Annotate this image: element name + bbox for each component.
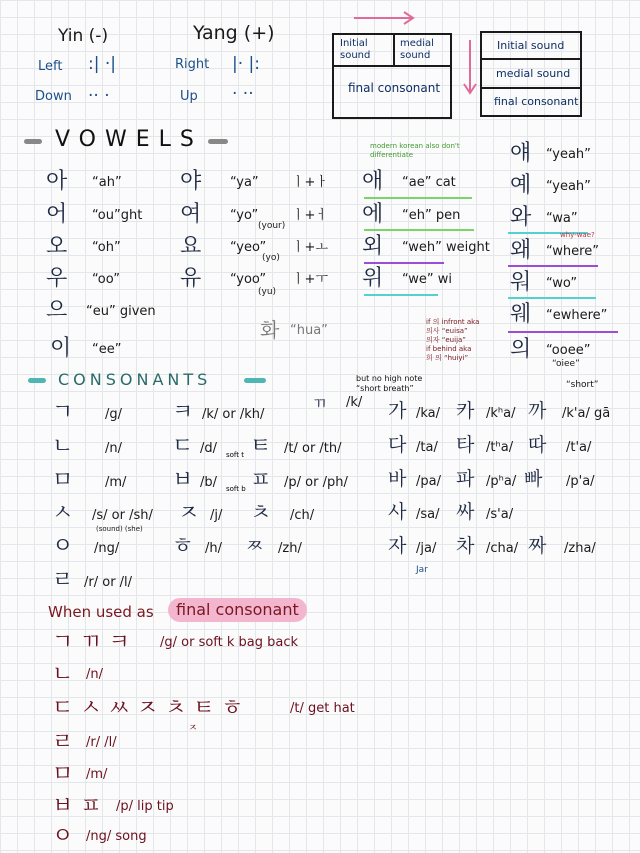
vowel-i-pron: “ee” [92, 342, 122, 357]
vowels-heading: VOWELS [55, 127, 203, 152]
cons-d: ㄷ [172, 434, 194, 459]
final-n-group: ㄴ [52, 662, 74, 687]
vowel-eu: 으 [46, 298, 68, 323]
cons-m: ㅁ [52, 468, 74, 493]
cons-k: ㅋ [172, 400, 194, 425]
final-l-pron: /r/ /l/ [86, 735, 117, 750]
red-note-1: 의사 “euisa” [426, 327, 468, 335]
vowel-ya-comp: ㅣ+ㅏ [292, 175, 329, 190]
vowel-ui-pron: “ooee” [546, 343, 591, 358]
vowel-yu-comp: ㅣ+ㅜ [292, 272, 329, 287]
high-note: but no high note “short breath” [356, 374, 423, 393]
cons-k-pron: /k/ or /kh/ [202, 407, 265, 422]
vowel-yae: 얘 [510, 141, 532, 166]
syl-kha-pron: /kʰa/ [486, 406, 516, 421]
yang-title: Yang (+) [193, 22, 275, 44]
vowel-eo-pron: “ou”ght [92, 208, 143, 223]
syl-ja-jar: Jar [416, 565, 428, 575]
vowel-yu-note: (yu) [258, 287, 277, 297]
syl-ppa-pron: /p'a/ [566, 474, 595, 489]
cons-jj-pron: /zh/ [278, 541, 302, 556]
cons-b-pron: /b/ [200, 475, 218, 490]
up-vowels: · ·· [232, 84, 254, 104]
vowel-e: 에 [362, 202, 384, 227]
vowel-we-pron: “ewhere” [546, 308, 608, 323]
vowel-oe-pron: “weh” weight [402, 240, 490, 255]
diagram-final: final consonant [348, 81, 441, 95]
cons-r-pron: /r/ or /l/ [84, 575, 133, 590]
cons-d-soft: soft t [226, 451, 244, 459]
final-title-prefix: When used as [48, 603, 154, 621]
cons-g-pron: /g/ [105, 407, 123, 422]
syl-sa-pron: /sa/ [416, 507, 440, 522]
cons-h-pron: /h/ [205, 541, 222, 556]
modern-korean-note: modern korean also don't differentiate [370, 142, 460, 159]
red-note-2: 의자 “euija” [426, 336, 466, 344]
vowel-yo-note: (yo) [262, 253, 280, 263]
syl-ka-pron: /ka/ [416, 406, 441, 421]
cons-ch: ㅊ [250, 501, 272, 526]
syl-ta: 다 [388, 434, 407, 456]
vowel-yu-pron: “yoo” [230, 272, 267, 287]
cons-s: ㅅ [52, 501, 74, 526]
cons-b: ㅂ [172, 468, 194, 493]
syl-tha-pron: /tʰa/ [486, 440, 514, 455]
final-k-group: ㄱ ㄲ ㅋ [52, 630, 130, 655]
cons-t-pron: /t/ or /th/ [284, 441, 342, 456]
cons-t: ㅌ [250, 434, 272, 459]
vowel-wo-pron: “wo” [546, 276, 578, 291]
final-ng-group: ㅇ [52, 824, 74, 849]
cons-s-pron: /s/ or /sh/ [92, 508, 153, 523]
red-note-4: 희 의 “huiyi” [426, 354, 469, 362]
syl-ja: 자 [388, 535, 407, 557]
syl-jja-pron: /zha/ [564, 541, 596, 556]
vowel-ae: 애 [362, 169, 384, 194]
syl-ja-pron: /ja/ [416, 541, 437, 556]
vowel-i: 이 [50, 336, 72, 361]
vowel-yae-pron: “yeah” [546, 147, 591, 162]
cons-ng-pron: /ng/ [94, 541, 120, 556]
diagram-medial: medial sound [400, 38, 434, 61]
vowel-o-pron: “oh” [92, 240, 121, 255]
cons-kk: ㄲ [312, 394, 328, 413]
down-label: Down [35, 89, 72, 104]
vowel-yu: 유 [180, 266, 202, 291]
syl-tta-pron: /t'a/ [566, 440, 592, 455]
vowel-ae-pron: “ae” cat [402, 175, 456, 190]
vowel-e-pron: “eh” pen [402, 208, 461, 223]
final-p-pron: /p/ lip tip [116, 799, 174, 814]
red-note-0: if 의 infront aka [426, 318, 480, 326]
diagram2-initial: Initial sound [497, 39, 565, 52]
up-label: Up [180, 89, 198, 104]
hwa-pron: “hua” [290, 323, 328, 338]
consonants-heading: CONSONANTS [58, 370, 212, 389]
final-t-group: ㄷ ㅅ ㅆ ㅈ ㅊ ㅌ ㅎ [52, 696, 243, 721]
vowel-ye-pron: “yeah” [546, 179, 591, 194]
vowel-eo: 어 [46, 202, 68, 227]
vowel-yeo-pron: “yo” [230, 208, 259, 223]
vowel-we: 웨 [510, 302, 532, 327]
vowel-u: 우 [46, 266, 68, 291]
vowel-yo: 요 [180, 234, 202, 259]
cons-jj: ㅉ [246, 536, 264, 557]
final-k-pron: /g/ or soft k bag back [160, 635, 299, 650]
cons-p: ㅍ [250, 468, 272, 493]
vowel-eu-pron: “eu” given [86, 304, 156, 319]
right-label: Right [175, 57, 210, 72]
left-label: Left [38, 59, 63, 74]
syl-ppa: 빠 [524, 468, 543, 490]
cons-b-soft: soft b [226, 485, 246, 493]
vowel-wa-pron: “wa” [546, 211, 578, 226]
vowel-yo-pron: “yeo” [230, 240, 267, 255]
syl-pha-pron: /pʰa/ [486, 474, 517, 489]
final-ng-pron: /ng/ song [86, 829, 147, 844]
left-vowels: :| ·| [88, 54, 116, 74]
syl-kha: 카 [456, 400, 475, 422]
syl-pa: 바 [388, 468, 407, 490]
down-arrow-icon [460, 38, 480, 98]
vowel-ui: 의 [510, 337, 532, 362]
vowel-ye: 예 [510, 173, 532, 198]
syl-jja: 짜 [528, 535, 547, 557]
syl-ssa: 싸 [456, 501, 475, 523]
vowel-ui-note: “oiee” [552, 359, 580, 369]
down-vowels: ·· · [88, 86, 110, 106]
cons-h: ㅎ [172, 534, 194, 559]
diagram2-medial: medial sound [496, 67, 571, 80]
diagram-initial: Initial sound [340, 38, 371, 61]
vowel-a: 아 [46, 169, 68, 194]
vowel-wo: 워 [510, 270, 532, 295]
final-n-pron: /n/ [86, 667, 103, 682]
vowel-ya: 야 [180, 169, 202, 194]
short-note: “short” [566, 380, 599, 390]
final-m-group: ㅁ [52, 762, 74, 787]
cons-n: ㄴ [52, 434, 74, 459]
vowel-wae: 왜 [510, 238, 532, 263]
cons-d-pron: /d/ [200, 441, 218, 456]
cons-ng: ㅇ [52, 534, 74, 559]
vowel-ya-pron: “ya” [230, 175, 259, 190]
final-l-group: ㄹ [52, 730, 74, 755]
syl-ssa-pron: /s'a/ [486, 507, 514, 522]
final-m-pron: /m/ [86, 767, 108, 782]
red-note-3: if behind aka [426, 345, 472, 353]
syl-tha: 타 [456, 434, 475, 456]
syl-sa: 사 [388, 501, 407, 523]
final-t-pron: /t/ get hat [290, 701, 355, 716]
cons-j-pron: /j/ [210, 508, 223, 523]
syl-pha: 파 [456, 468, 475, 490]
vowel-o: 오 [46, 234, 68, 259]
vowel-wi: 위 [362, 266, 384, 291]
vowel-oe: 외 [362, 234, 384, 259]
syl-pa-pron: /pa/ [416, 474, 441, 489]
cons-s-note: (sound) (she) [96, 525, 143, 533]
vowel-u-pron: “oo” [92, 272, 120, 287]
right-arrow-icon [350, 8, 420, 28]
vowel-yeo-note: (your) [258, 221, 286, 231]
syl-kka-pron: /k'a/ gā [562, 406, 611, 421]
vowel-wi-pron: “we” wi [402, 272, 453, 287]
why-wae-note: why-wae? [560, 231, 595, 239]
cons-m-pron: /m/ [105, 475, 127, 490]
vowel-wae-pron: “where” [546, 244, 599, 259]
syl-cha: 차 [456, 535, 475, 557]
cons-n-pron: /n/ [105, 441, 122, 456]
syl-ta-pron: /ta/ [416, 440, 438, 455]
vowel-yeo-comp: ㅣ+ㅓ [292, 208, 329, 223]
syl-kka: 까 [528, 400, 547, 422]
final-p-group: ㅂ ㅍ [52, 794, 102, 819]
cons-p-pron: /p/ or /ph/ [284, 475, 348, 490]
vowel-wa: 와 [510, 205, 532, 230]
syl-tta: 따 [528, 434, 547, 456]
syl-cha-pron: /cha/ [486, 541, 519, 556]
cons-r: ㄹ [52, 568, 74, 593]
cons-ch-pron: /ch/ [290, 508, 315, 523]
cons-g: ㄱ [52, 400, 74, 425]
vowel-a-pron: “ah” [92, 175, 122, 190]
final-t-sub: ㅈ [188, 723, 198, 734]
cons-j: ㅈ [178, 501, 200, 526]
syl-ka: 가 [388, 400, 407, 422]
final-title-highlight: final consonant [168, 598, 307, 622]
vowel-yo-comp: ㅣ+ㅗ [292, 240, 329, 255]
vowel-yeo: 여 [180, 202, 202, 227]
right-vowels: |· |: [232, 54, 260, 74]
yin-title: Yin (-) [58, 26, 109, 46]
hwa-char: 화 [260, 318, 280, 342]
diagram2-final: final consonant [494, 95, 579, 108]
cons-kk-pron: /k/ [346, 395, 363, 410]
